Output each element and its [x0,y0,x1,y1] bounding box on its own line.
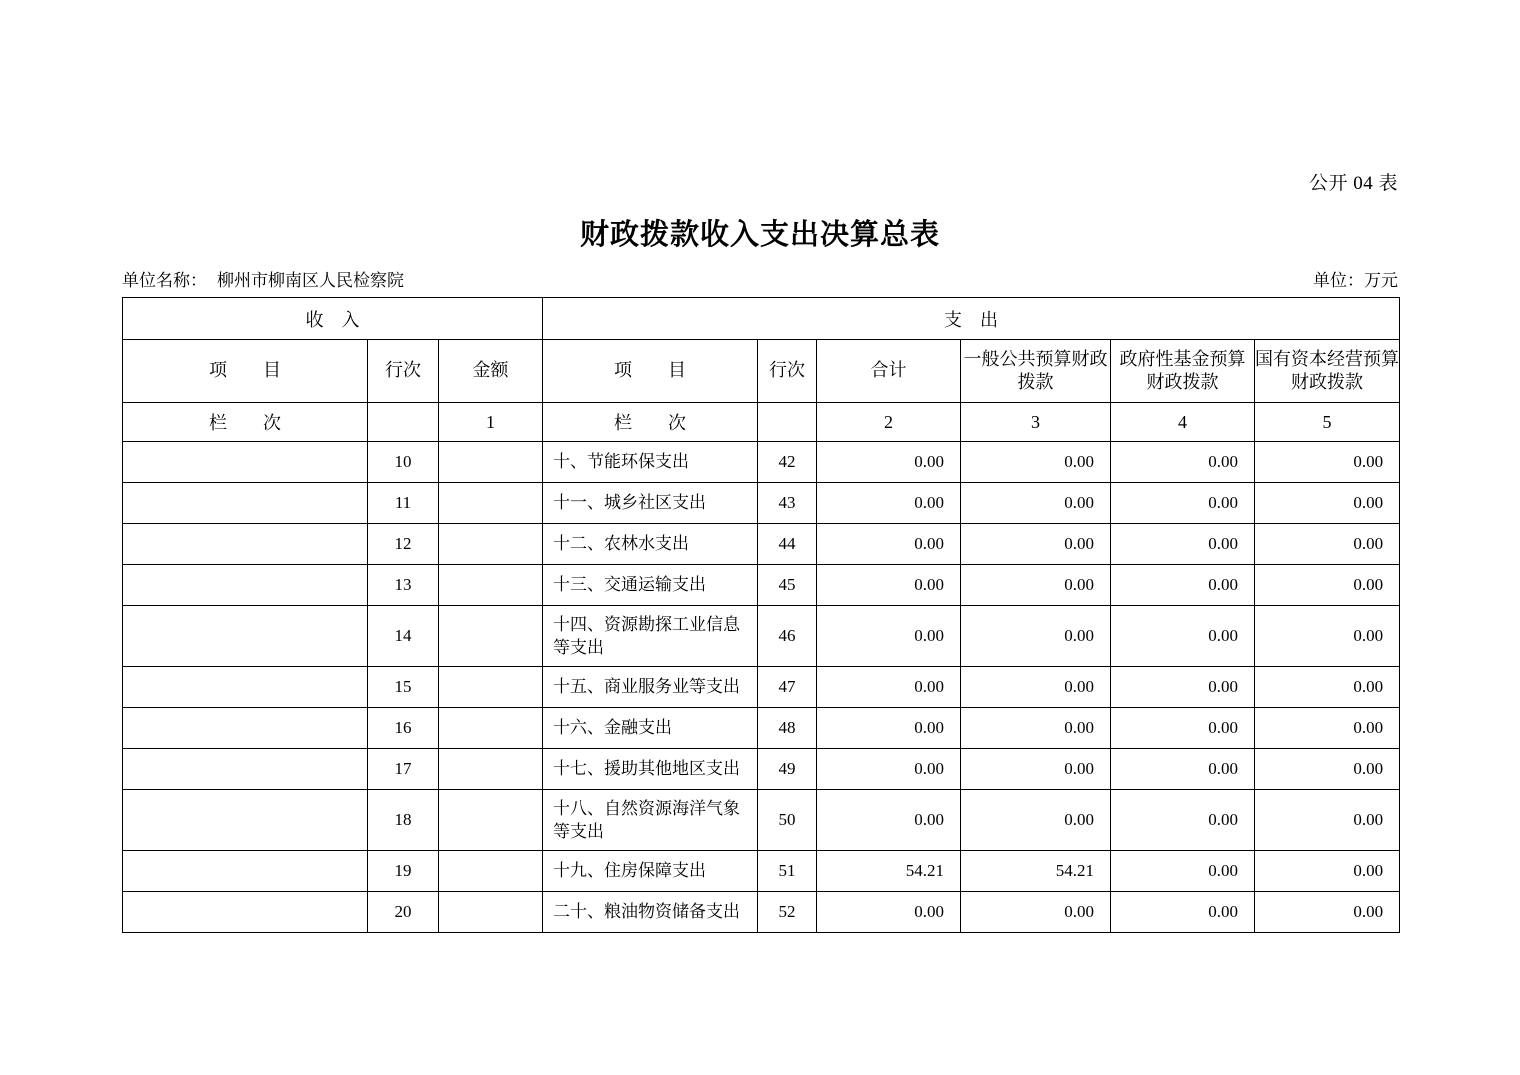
cell-income-rownum [368,483,439,524]
state-capital-text: 0.00 [1353,759,1384,778]
total-text: 0.00 [914,677,945,696]
state-capital-text: 0.00 [1353,718,1384,737]
total-text: 0.00 [914,759,945,778]
cell-income-item [123,667,368,708]
cell-income-amount [439,892,543,933]
cell-income-amount [439,565,543,606]
column-label-income-rownum-blank [368,403,439,442]
expenditure-item-text: 十四、资源勘探工业信息等支出 [553,614,741,657]
expenditure-item-text: 十三、交通运输支出 [553,575,707,595]
total-text: 0.00 [914,493,945,512]
table-row [123,790,1400,851]
cell-income-amount [439,749,543,790]
cell-income-amount [439,483,543,524]
cell-state-capital [1255,442,1400,483]
gov-fund-text: 0.00 [1208,534,1239,553]
cell-state-capital [1255,606,1400,667]
table-row [123,708,1400,749]
cell-general-public [961,749,1111,790]
expenditure-rownum-text: 47 [778,677,796,696]
cell-gov-fund [1111,606,1255,667]
cell-gov-fund [1111,524,1255,565]
cell-expenditure-item [543,524,758,565]
cell-expenditure-rownum [758,851,817,892]
expenditure-rownum-text: 42 [778,452,796,471]
general-public-text: 0.00 [1064,534,1095,553]
cell-income-rownum [368,565,439,606]
cell-income-rownum [368,667,439,708]
gov-fund-text: 0.00 [1208,493,1239,512]
cell-income-amount [439,708,543,749]
total-text: 0.00 [914,575,945,594]
income-rownum-text: 18 [394,810,412,829]
column-number-income-amount: 1 [439,403,543,442]
gov-fund-text: 0.00 [1208,575,1239,594]
cell-income-amount [439,790,543,851]
expenditure-item-text: 十七、援助其他地区支出 [553,759,741,779]
header-state-capital-budget: 国有资本经营预算财政拨款 [1255,340,1400,403]
cell-total [817,708,961,749]
cell-total [817,892,961,933]
column-number-state-capital: 5 [1255,403,1400,442]
general-public-text: 0.00 [1064,493,1095,512]
cell-expenditure-item [543,892,758,933]
income-rownum-text: 14 [394,626,412,645]
cell-expenditure-rownum [758,606,817,667]
expenditure-item-text: 二十、粮油物资储备支出 [553,902,741,922]
form-code: 公开 04 表 [1308,173,1398,194]
state-capital-text: 0.00 [1353,677,1384,696]
total-text: 54.21 [905,861,945,880]
state-capital-text: 0.00 [1353,493,1384,512]
cell-total [817,565,961,606]
table-row [123,524,1400,565]
cell-income-amount [439,606,543,667]
cell-income-amount [439,851,543,892]
cell-expenditure-item [543,565,758,606]
cell-state-capital [1255,483,1400,524]
gov-fund-text: 0.00 [1208,902,1239,921]
header-income-item: 项 目 [123,340,368,403]
header-expenditure-group: 支 出 [543,298,1400,340]
cell-income-item [123,790,368,851]
cell-expenditure-rownum [758,708,817,749]
cell-general-public [961,606,1111,667]
cell-income-rownum [368,892,439,933]
table-body [123,442,1400,933]
expenditure-item-text: 十六、金融支出 [553,718,673,738]
income-rownum-text: 15 [394,677,412,696]
cell-income-item [123,851,368,892]
cell-state-capital [1255,892,1400,933]
column-number-total: 2 [817,403,961,442]
column-number-gov-fund: 4 [1111,403,1255,442]
cell-income-amount [439,667,543,708]
unit-name-value: 柳州市柳南区人民检察院 [217,271,404,290]
cell-state-capital [1255,851,1400,892]
table-row [123,892,1400,933]
expenditure-item-text: 十五、商业服务业等支出 [553,677,741,697]
header-income-amount: 金额 [439,340,543,403]
gov-fund-text: 0.00 [1208,452,1239,471]
table-row [123,606,1400,667]
table-column-header-row [123,340,1400,403]
unit-name-label: 单位名称： [122,271,207,290]
cell-gov-fund [1111,892,1255,933]
table-row [123,483,1400,524]
cell-expenditure-item [543,442,758,483]
table-row [123,851,1400,892]
expenditure-rownum-text: 48 [778,718,796,737]
general-public-text: 0.00 [1064,452,1095,471]
gov-fund-text: 0.00 [1208,861,1239,880]
cell-income-rownum [368,708,439,749]
cell-total [817,606,961,667]
cell-income-item [123,524,368,565]
cell-total [817,667,961,708]
cell-expenditure-rownum [758,892,817,933]
gov-fund-text: 0.00 [1208,626,1239,645]
income-rownum-text: 16 [394,718,412,737]
document-meta [122,266,1398,291]
general-public-text: 0.00 [1064,902,1095,921]
cell-general-public [961,524,1111,565]
table-row [123,667,1400,708]
header-income-rownum: 行次 [368,340,439,403]
cell-state-capital [1255,790,1400,851]
cell-general-public [961,708,1111,749]
general-public-text: 0.00 [1064,718,1095,737]
expenditure-rownum-text: 49 [778,759,796,778]
header-gov-fund-budget: 政府性基金预算财政拨款 [1111,340,1255,403]
cell-expenditure-item [543,667,758,708]
cell-gov-fund [1111,565,1255,606]
unit-name-group [122,266,404,291]
state-capital-text: 0.00 [1353,626,1384,645]
total-text: 0.00 [914,718,945,737]
cell-expenditure-rownum [758,524,817,565]
header-expenditure-total: 合计 [817,340,961,403]
expenditure-rownum-text: 44 [778,534,796,553]
state-capital-text: 0.00 [1353,861,1384,880]
total-text: 0.00 [914,534,945,553]
cell-gov-fund [1111,851,1255,892]
income-rownum-text: 13 [394,575,412,594]
cell-total [817,851,961,892]
cell-expenditure-item [543,606,758,667]
cell-total [817,442,961,483]
cell-expenditure-rownum [758,749,817,790]
cell-total [817,483,961,524]
income-rownum-text: 10 [394,452,412,471]
table-row [123,749,1400,790]
state-capital-text: 0.00 [1353,902,1384,921]
table-column-number-row [123,403,1400,442]
cell-general-public [961,565,1111,606]
gov-fund-text: 0.00 [1208,810,1239,829]
cell-general-public [961,442,1111,483]
expenditure-rownum-text: 46 [778,626,796,645]
cell-income-item [123,565,368,606]
expenditure-rownum-text: 45 [778,575,796,594]
total-text: 0.00 [914,452,945,471]
expenditure-rownum-text: 52 [778,902,796,921]
cell-income-rownum [368,442,439,483]
table-row [123,565,1400,606]
cell-income-item [123,892,368,933]
cell-income-rownum [368,790,439,851]
cell-total [817,790,961,851]
gov-fund-text: 0.00 [1208,759,1239,778]
cell-expenditure-item [543,749,758,790]
cell-gov-fund [1111,483,1255,524]
page-title: 财政拨款收入支出决算总表 [579,219,940,251]
cell-income-item [123,606,368,667]
cell-gov-fund [1111,667,1255,708]
cell-state-capital [1255,524,1400,565]
cell-income-item [123,442,368,483]
cell-general-public [961,667,1111,708]
table-group-header-row [123,298,1400,340]
state-capital-text: 0.00 [1353,452,1384,471]
unit-measure-label: 单位：万元 [1313,271,1398,290]
column-label-expenditure: 栏 次 [543,403,758,442]
cell-total [817,749,961,790]
expenditure-rownum-text: 51 [778,861,796,880]
cell-income-rownum [368,749,439,790]
cell-general-public [961,790,1111,851]
column-number-general-public: 3 [961,403,1111,442]
cell-gov-fund [1111,749,1255,790]
header-expenditure-item: 项 目 [543,340,758,403]
cell-income-amount [439,442,543,483]
cell-expenditure-rownum [758,790,817,851]
state-capital-text: 0.00 [1353,810,1384,829]
column-label-expenditure-rownum-blank [758,403,817,442]
income-rownum-text: 11 [394,493,412,512]
cell-state-capital [1255,749,1400,790]
cell-income-rownum [368,851,439,892]
cell-expenditure-rownum [758,667,817,708]
cell-income-rownum [368,524,439,565]
expenditure-rownum-text: 43 [778,493,796,512]
cell-income-item [123,749,368,790]
expenditure-item-text: 十、节能环保支出 [553,452,690,472]
cell-expenditure-item [543,851,758,892]
cell-total [817,524,961,565]
state-capital-text: 0.00 [1353,534,1384,553]
cell-expenditure-item [543,790,758,851]
general-public-text: 0.00 [1064,759,1095,778]
income-rownum-text: 19 [394,861,412,880]
header-general-public-budget: 一般公共预算财政拨款 [961,340,1111,403]
cell-expenditure-rownum [758,442,817,483]
expenditure-item-text: 十九、住房保障支出 [553,861,707,881]
cell-general-public [961,483,1111,524]
general-public-text: 0.00 [1064,626,1095,645]
cell-state-capital [1255,708,1400,749]
total-text: 0.00 [914,902,945,921]
column-label-income: 栏 次 [123,403,368,442]
total-text: 0.00 [914,810,945,829]
general-public-text: 0.00 [1064,677,1095,696]
cell-expenditure-rownum [758,565,817,606]
total-text: 0.00 [914,626,945,645]
cell-gov-fund [1111,708,1255,749]
expenditure-rownum-text: 50 [778,810,796,829]
header-income-group: 收 入 [123,298,543,340]
cell-expenditure-item [543,708,758,749]
income-rownum-text: 12 [394,534,412,553]
state-capital-text: 0.00 [1353,575,1384,594]
general-public-text: 0.00 [1064,575,1095,594]
cell-general-public [961,892,1111,933]
cell-gov-fund [1111,790,1255,851]
cell-state-capital [1255,667,1400,708]
cell-gov-fund [1111,442,1255,483]
cell-expenditure-item [543,483,758,524]
header-expenditure-rownum: 行次 [758,340,817,403]
income-rownum-text: 20 [394,902,412,921]
expenditure-item-text: 十八、自然资源海洋气象等支出 [553,798,741,841]
income-rownum-text: 17 [394,759,412,778]
cell-income-item [123,708,368,749]
cell-income-amount [439,524,543,565]
general-public-text: 0.00 [1064,810,1095,829]
cell-expenditure-rownum [758,483,817,524]
table-row [123,442,1400,483]
cell-state-capital [1255,565,1400,606]
cell-general-public [961,851,1111,892]
expenditure-item-text: 十二、农林水支出 [553,534,690,554]
budget-table [122,297,1400,933]
gov-fund-text: 0.00 [1208,718,1239,737]
cell-income-rownum [368,606,439,667]
gov-fund-text: 0.00 [1208,677,1239,696]
cell-income-item [123,483,368,524]
expenditure-item-text: 十一、城乡社区支出 [553,493,707,513]
general-public-text: 54.21 [1055,861,1095,880]
